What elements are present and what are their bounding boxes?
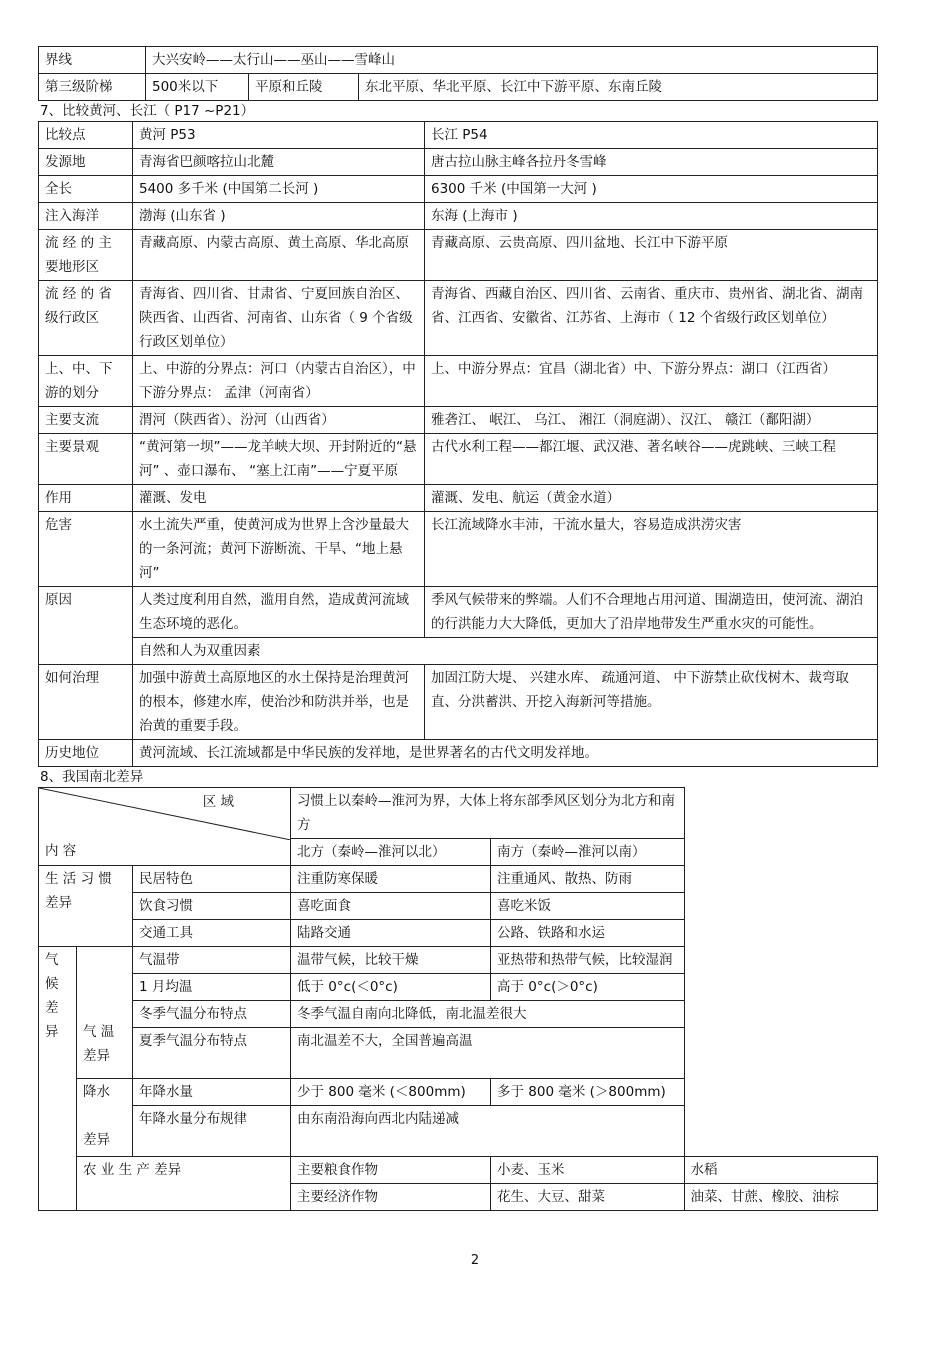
table-cell: 高于 0°c(＞0°c) xyxy=(491,974,684,1001)
row-label: 流 经 的 主 要地形区 xyxy=(39,230,133,281)
table-row xyxy=(39,485,878,512)
table-row xyxy=(39,866,878,893)
table-row xyxy=(39,1157,878,1184)
subcategory-label xyxy=(77,947,133,1079)
table-cell: 黄河流域、长江流域都是中华民族的发祥地，是世界著名的古代文明发祥地。 xyxy=(133,740,878,767)
table-cell: 喜吃面食 xyxy=(291,893,491,920)
table-row xyxy=(39,407,878,434)
table-cell: 界线 xyxy=(39,47,146,74)
table-cell: 雅砻江、 岷江、 乌江、 湘江（洞庭湖）、汉江、 赣江（鄱阳湖） xyxy=(425,407,878,434)
row-label: 危害 xyxy=(39,512,133,587)
table-row xyxy=(39,788,878,839)
table-cell: 油菜、甘蔗、橡胶、油棕 xyxy=(684,1184,878,1211)
table-row xyxy=(39,947,878,974)
table-row xyxy=(39,1001,878,1028)
row-label: 原因 xyxy=(39,587,133,665)
table-row xyxy=(39,512,878,587)
row-label: 历史地位 xyxy=(39,740,133,767)
row-label: 全长 xyxy=(39,176,133,203)
table-row xyxy=(39,587,878,638)
table-cell: 大兴安岭——太行山——巫山——雪峰山 xyxy=(146,47,878,74)
row-label: 如何治理 xyxy=(39,665,133,740)
row-label: 注入海洋 xyxy=(39,203,133,230)
table-cell: 平原和丘陵 xyxy=(249,74,359,101)
table-row xyxy=(39,1028,878,1079)
table-row xyxy=(39,356,878,407)
row-label: 主要粮食作物 xyxy=(291,1157,491,1184)
row-label: 主要支流 xyxy=(39,407,133,434)
header-cell: 比较点 xyxy=(39,122,133,149)
terrain-table xyxy=(38,46,878,101)
row-label: 年降水量分布规律 xyxy=(133,1106,291,1157)
table-header-row xyxy=(39,122,878,149)
table-cell: 喜吃米饭 xyxy=(491,893,684,920)
header-cell: 长江 P54 xyxy=(425,122,878,149)
category-label: 气候差异 xyxy=(39,947,77,1211)
table-cell: 青海省、西藏自治区、四川省、云南省、重庆市、贵州省、湖北省、湖南省、江西省、安徽省、江苏省、上海市（ 12 个省级行政区划单位） xyxy=(425,281,878,356)
table-cell: 加强中游黄土高原地区的水土保持是治理黄河的根本，修建水库，使治沙和防洪并举，也是治黄的重要手段。 xyxy=(133,665,425,740)
table-cell: 公路、铁路和水运 xyxy=(491,920,684,947)
row-label: 交通工具 xyxy=(133,920,291,947)
table-cell: 青海省、四川省、甘肃省、宁夏回族自治区、陕西省、山西省、河南省、山东省（ 9 个省级行政区划单位） xyxy=(133,281,425,356)
table-cell: 第三级阶梯 xyxy=(39,74,146,101)
row-label: 夏季气温分布特点 xyxy=(133,1028,291,1079)
row-label: 上、中、下 游的划分 xyxy=(39,356,133,407)
table-cell: 季风气候带来的弊端。人们不合理地占用河道、围湖造田，使河流、湖泊的行洪能力大大降低，更加大了沿岸地带发生严重水灾的可能性。 xyxy=(425,587,878,638)
content-label: 内 容 xyxy=(45,843,77,859)
row-label: 气温带 xyxy=(133,947,291,974)
table-cell: 温带气候，比较干燥 xyxy=(291,947,491,974)
table-row xyxy=(39,638,878,665)
north-header: 北方（秦岭—淮河以北） xyxy=(291,839,491,866)
diagonal-line xyxy=(39,788,291,840)
table-row xyxy=(39,203,878,230)
row-label: 流 经 的 省 级行政区 xyxy=(39,281,133,356)
table-cell: 渭河（陕西省）、汾河（山西省） xyxy=(133,407,425,434)
row-label: 年降水量 xyxy=(133,1079,291,1106)
section-title: 7、比较黄河、长江（ P17 ~P21） xyxy=(40,103,255,119)
table-cell: 亚热带和热带气候，比较湿润 xyxy=(491,947,684,974)
rain-label-2: 差异 xyxy=(83,1132,110,1148)
table-cell: 加固江防大堤、 兴建水库、 疏通河道、 中下游禁止砍伐树木、裁弯取直、分洪蓄洪、开挖入海新河等措施。 xyxy=(425,665,878,740)
temp-label: 气 温 差异 xyxy=(83,1024,115,1064)
table-row xyxy=(39,434,878,485)
table-row xyxy=(39,281,878,356)
table-row xyxy=(39,149,878,176)
table-row xyxy=(39,665,878,740)
table-row xyxy=(39,1106,878,1157)
table-cell: 上、中游的分界点：河口（内蒙古自治区），中下游分界点： 孟津（河南省） xyxy=(133,356,425,407)
table-cell: 长江流域降水丰沛，干流水量大，容易造成洪涝灾害 xyxy=(425,512,878,587)
table-cell: 唐古拉山脉主峰各拉丹冬雪峰 xyxy=(425,149,878,176)
row-label: 作用 xyxy=(39,485,133,512)
table-cell: 水稻 xyxy=(684,1157,878,1184)
table-cell: 5400 多千米 (中国第二长河 ) xyxy=(133,176,425,203)
table-row xyxy=(39,920,878,947)
table-cell: “黄河第一坝”——龙羊峡大坝、开封附近的“悬河” 、壶口瀑布、 “塞上江南”——宁夏平原 xyxy=(133,434,425,485)
page xyxy=(38,46,878,1211)
table-cell: 冬季气温自南向北降低，南北温差很大 xyxy=(291,1001,684,1028)
table-cell: 少于 800 毫米 (＜800mm) xyxy=(291,1079,491,1106)
table-cell: 南北温差不大，全国普遍高温 xyxy=(291,1028,684,1079)
table-row xyxy=(39,893,878,920)
region-label: 区 域 xyxy=(202,794,235,810)
table-cell: 陆路交通 xyxy=(291,920,491,947)
table-row xyxy=(39,176,878,203)
table-row xyxy=(39,230,878,281)
table-row xyxy=(39,974,878,1001)
table-cell: 青藏高原、内蒙古高原、黄土高原、华北高原 xyxy=(133,230,425,281)
table-cell: 低于 0°c(＜0°c) xyxy=(291,974,491,1001)
table-cell: 500米以下 xyxy=(146,74,249,101)
table-cell: 灌溉、发电 xyxy=(133,485,425,512)
table-cell: 人类过度利用自然，滥用自然，造成黄河流域生态环境的恶化。 xyxy=(133,587,425,638)
table-cell: 水土流失严重，使黄河成为世界上含沙量最大的一条河流；黄河下游断流、干旱、“地上悬河” xyxy=(133,512,425,587)
table-cell: 东海 (上海市 ) xyxy=(425,203,878,230)
table-cell: 6300 千米 (中国第一大河 ) xyxy=(425,176,878,203)
table-cell: 习惯上以秦岭—淮河为界，大体上将东部季风区划分为北方和南方 xyxy=(291,788,684,839)
table-cell: 小麦、玉米 xyxy=(491,1157,684,1184)
row-label: 主要景观 xyxy=(39,434,133,485)
table-cell: 由东南沿海向西北内陆递减 xyxy=(291,1106,684,1157)
page-number: 2 xyxy=(470,1253,480,1268)
table-cell: 青藏高原、云贵高原、四川盆地、长江中下游平原 xyxy=(425,230,878,281)
table-cell: 东北平原、华北平原、长江中下游平原、东南丘陵 xyxy=(359,74,878,101)
table-cell: 青海省巴颜喀拉山北麓 xyxy=(133,149,425,176)
category-label: 农 业 生 产 差异 xyxy=(77,1157,291,1211)
north-south-table xyxy=(38,787,878,1211)
diagonal-header-cell xyxy=(39,788,291,866)
table-cell: 灌溉、发电、航运（黄金水道） xyxy=(425,485,878,512)
row-label: 冬季气温分布特点 xyxy=(133,1001,291,1028)
table-cell: 多于 800 毫米 (＞800mm) xyxy=(491,1079,684,1106)
table-row xyxy=(39,1079,878,1106)
table-cell: 自然和人为双重因素 xyxy=(133,638,878,665)
rain-label: 降水 xyxy=(83,1084,110,1100)
table-row xyxy=(39,740,878,767)
south-header: 南方（秦岭—淮河以南） xyxy=(491,839,684,866)
table-row xyxy=(39,47,878,74)
table-cell: 花生、大豆、甜菜 xyxy=(491,1184,684,1211)
header-cell: 黄河 P53 xyxy=(133,122,425,149)
row-label: 1 月均温 xyxy=(133,974,291,1001)
row-label: 饮食习惯 xyxy=(133,893,291,920)
table-cell: 注重通风、散热、防雨 xyxy=(491,866,684,893)
river-comparison-table xyxy=(38,121,878,767)
table-row xyxy=(39,74,878,101)
table-cell: 上、中游分界点：宜昌（湖北省）中、下游分界点：湖口（江西省） xyxy=(425,356,878,407)
table-cell: 古代水利工程——都江堰、武汉港、著名峡谷——虎跳峡、三峡工程 xyxy=(425,434,878,485)
row-label: 主要经济作物 xyxy=(291,1184,491,1211)
table-cell: 渤海 (山东省 ) xyxy=(133,203,425,230)
row-label: 民居特色 xyxy=(133,866,291,893)
category-label: 生 活 习 惯 差异 xyxy=(39,866,133,947)
table-cell: 注重防寒保暖 xyxy=(291,866,491,893)
row-label: 发源地 xyxy=(39,149,133,176)
subcategory-label xyxy=(77,1079,133,1157)
section-title: 8、我国南北差异 xyxy=(40,769,144,785)
